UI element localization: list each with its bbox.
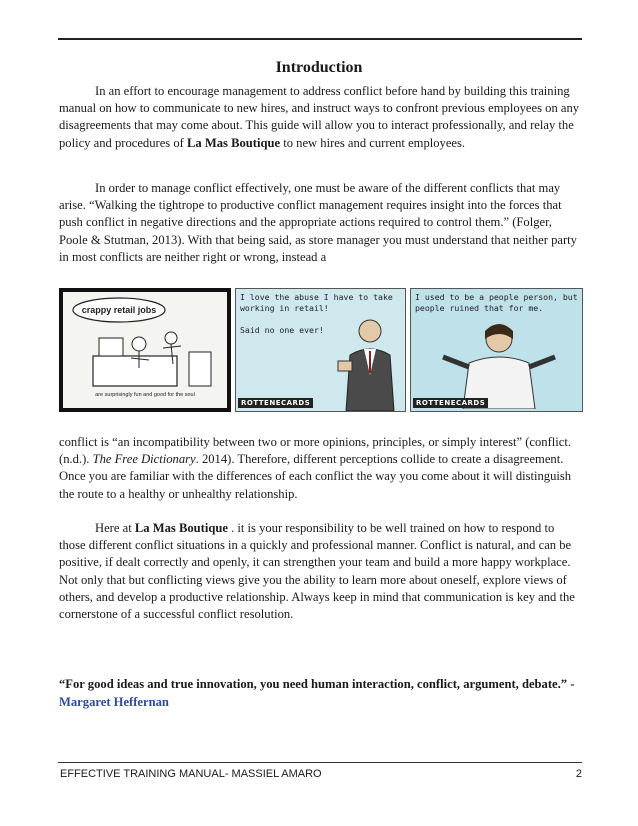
comic-image: [59, 288, 231, 412]
brand-name: La Mas Boutique: [187, 135, 281, 150]
closing-quote: [59, 676, 583, 711]
paragraph-responsibility: [59, 520, 583, 623]
ecard2-logo: ROTTENECARDS: [413, 398, 488, 408]
ecard1-logo: ROTTENECARDS: [238, 398, 313, 408]
image-strip: [59, 288, 583, 412]
comic-title: crappy retail jobs: [81, 305, 157, 315]
dictionary-title: The Free Dictionary: [92, 452, 196, 467]
page-title: Introduction: [275, 59, 363, 76]
woman-illustration-icon: [439, 317, 559, 409]
ecard1-line2: working in retail!: [240, 303, 329, 313]
footer-title: EFFECTIVE TRAINING MANUAL- MASSIEL AMARO: [60, 768, 322, 780]
para1-text-a: In an effort to encourage management to address conflict before hand by building this training manual on how to communicate to new hires, and instruct ways to confront previous employees on any disagreements that may come about. This guide will allow you to interact professionally, and relay the policy and procedures of: [59, 84, 580, 150]
ecard2-line1: I used to be a people person, but: [415, 292, 578, 302]
quote-text: “For good ideas and true innovation, you need human interaction, conflict, argument, debate.” -: [59, 677, 575, 691]
para1-text-b: to new hires and current employees.: [280, 135, 466, 150]
ecard2-line2: people ruined that for me.: [415, 303, 544, 313]
paragraph-intro: [59, 83, 583, 152]
ecard2-text: [415, 292, 578, 314]
comic-caption: are surprisingly fun and good for the soul: [95, 392, 195, 398]
para4-text-b: . it is your responsibility to be well trained on how to respond to those different conflict situations in a quickly and professional manner. Conflict is natural, and can be positive, if dealt correctly and openly, it can strengthen your team and build a more happy workplace. Not only that but conflicting views give you the ability to learn more about oneself, explore views of others, and develop a productive relationship. Always keep in mind that communication is key and the cornerstone of a successful conflict resolution.: [59, 521, 575, 622]
para2-text: In order to manage conflict effectively, one must be aware of the different conflicts that may arise. “Walking the tightrope to productive conflict management requires insight into the forces that push conflict in negative directions and the appropriate actions required to control them.” (Folger, Poole & Stutman, 2013). With that being said, as store manager you must understand that neither party in most conflicts are neither right or wrong, instead a: [59, 181, 577, 264]
para4-text-a: Here at: [95, 521, 135, 535]
ecard1-line1: I love the abuse I have to take: [240, 292, 393, 302]
page-number: 2: [575, 768, 582, 780]
paragraph-conflict: [59, 180, 583, 266]
para3-text-b: . 2014). Therefore, different perceptions collide to create a disagreement. Once you are familiar with the differences of each conflict the way you come about it will distinguish the route to a healthy or unhealthy relationship.: [59, 452, 572, 501]
para3-text-a: conflict is “an incompatibility between two or more opinions, principles, or simply interest” (conflict. (n.d.).: [59, 435, 572, 467]
footer-rule: [58, 762, 582, 763]
quote-author: Margaret Heffernan: [59, 694, 169, 709]
brand-name-2: La Mas Boutique: [134, 521, 228, 535]
ecard-retail-abuse: [235, 288, 406, 412]
man-illustration-icon: [336, 315, 404, 411]
ecard1-line3: Said no one ever!: [240, 325, 324, 335]
ecard-people-person: [410, 288, 583, 412]
header-rule: [58, 38, 582, 40]
paragraph-definition: [59, 434, 583, 503]
comic-illustration: [59, 288, 231, 412]
